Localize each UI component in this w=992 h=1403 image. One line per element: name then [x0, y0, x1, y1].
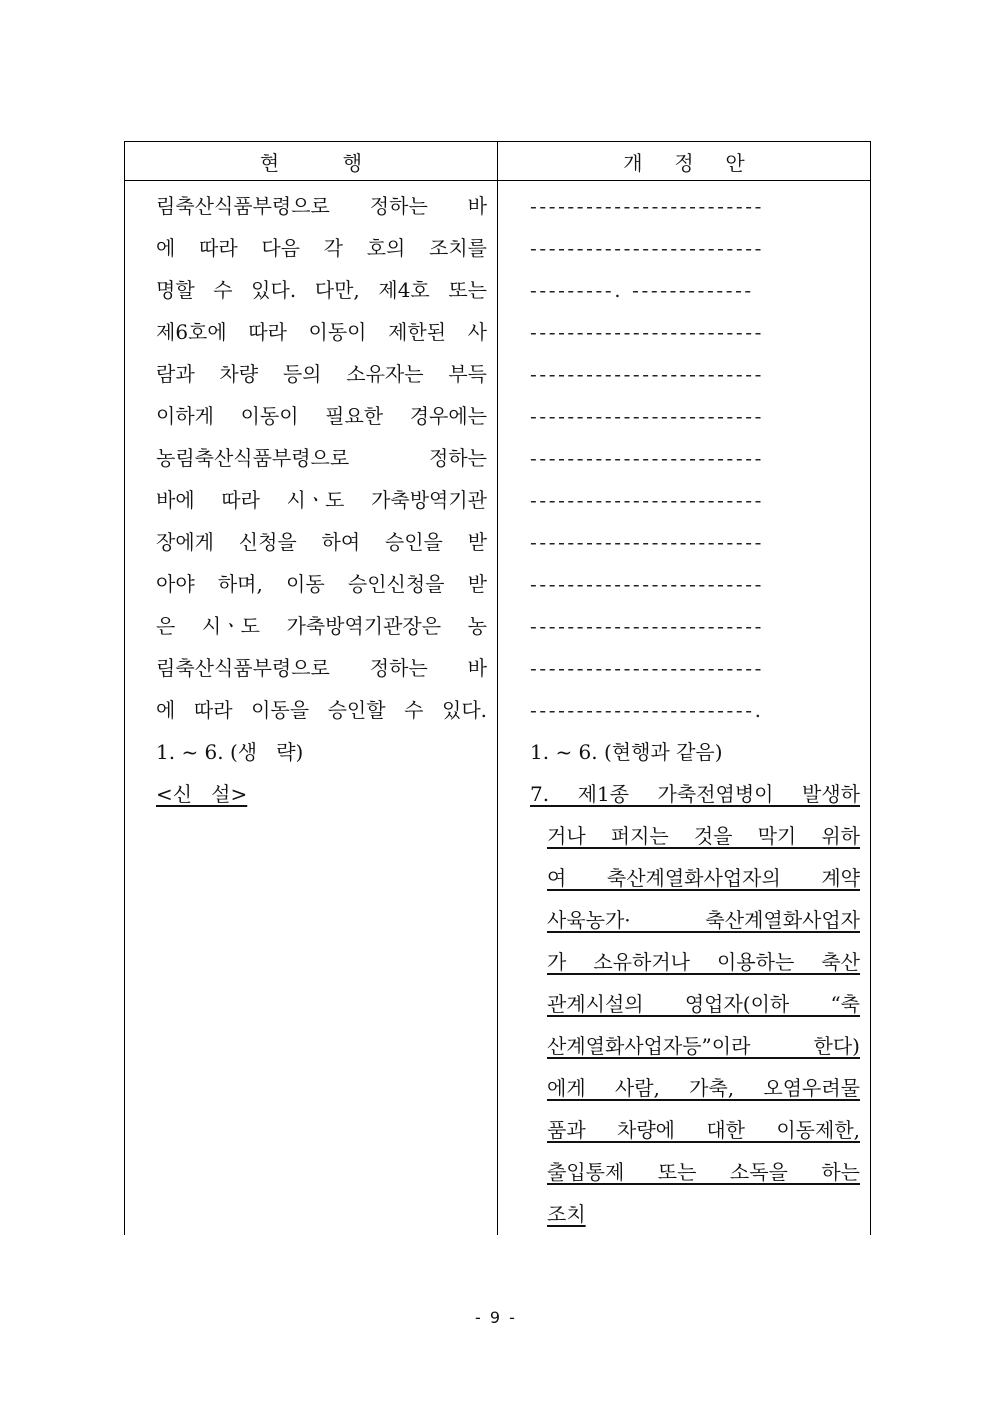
table-header-row: [125, 142, 871, 181]
proposed-dash-line: ---------. -------------: [530, 278, 754, 302]
current-column: [125, 181, 498, 1236]
proposed-item7-line: 가 소유하거나 이용하는 축산: [547, 950, 860, 974]
proposed-item7-line: 품과 차량에 대한 이동제한,: [547, 1118, 860, 1142]
comparison-table: [124, 141, 871, 1235]
current-line: 은 시ㆍ도 가축방역기관장은 농: [156, 614, 487, 638]
proposed-dash-line: -------------------------: [530, 362, 764, 386]
header-current: 현 행: [125, 142, 498, 181]
proposed-item7-line: 조치: [547, 1202, 586, 1226]
current-line: 이하게 이동이 필요한 경우에는: [156, 404, 487, 428]
current-line: 에 따라 다음 각 호의 조치를: [156, 236, 487, 260]
proposed-item7-line: 관계시설의 영업자(이하 “축: [547, 992, 860, 1016]
proposed-dash-line: -------------------------: [530, 194, 764, 218]
current-line: 바에 따라 시ㆍ도 가축방역기관: [156, 488, 487, 512]
proposed-item7-line: 거나 퍼지는 것을 막기 위하: [547, 824, 860, 848]
current-line: 농림축산식품부령으로 정하는: [156, 446, 487, 470]
current-line: 장에게 신청을 하여 승인을 받: [156, 530, 487, 554]
current-line: 림축산식품부령으로 정하는 바: [156, 194, 487, 218]
proposed-items-same: 1. ~ 6. (현행과 같음): [530, 740, 723, 764]
header-proposed: 개 정 안: [498, 142, 871, 181]
current-line: 명할 수 있다. 다만, 제4호 또는: [156, 278, 487, 302]
proposed-dash-line: -------------------------: [530, 656, 764, 680]
current-line: 람과 차량 등의 소유자는 부득: [156, 362, 487, 386]
current-line: 아야 하며, 이동 승인신청을 받: [156, 572, 487, 596]
new-item-placeholder: <신 설>: [156, 782, 248, 806]
proposed-dash-line: -------------------------: [530, 572, 764, 596]
proposed-dash-line: -------------------------: [530, 488, 764, 512]
proposed-dash-line: -------------------------: [530, 404, 764, 428]
proposed-column: [498, 181, 871, 1236]
proposed-dash-line: -------------------------: [530, 446, 764, 470]
proposed-item7-line: 사육농가· 축산계열화사업자: [547, 908, 860, 932]
table-body-row: [125, 181, 871, 1236]
current-new-item: [125, 773, 497, 815]
proposed-item7-line: 산계열화사업자등”이라 한다): [547, 1034, 860, 1058]
proposed-item7-line: 에게 사람, 가축, 오염우려물: [547, 1076, 860, 1100]
proposed-dash-line: -------------------------: [530, 530, 764, 554]
current-line: 제6호에 따라 이동이 제한된 사: [156, 320, 487, 344]
current-line: 에 따라 이동을 승인할 수 있다.: [156, 698, 487, 722]
proposed-item7-line: 출입통제 또는 소독을 하는: [547, 1160, 860, 1184]
proposed-dash-line: -------------------------: [530, 236, 764, 260]
page-number: - 9 -: [475, 1308, 517, 1327]
proposed-item7-line: 7. 제1종 가축전염병이 발생하: [530, 782, 860, 806]
proposed-dash-line: ------------------------.: [530, 698, 764, 722]
proposed-item7-line: 여 축산계열화사업자의 계약: [547, 866, 860, 890]
current-items-omitted: 1. ~ 6. (생 략): [156, 740, 304, 764]
proposed-dash-line: -------------------------: [530, 614, 764, 638]
proposed-dash-line: -------------------------: [530, 320, 764, 344]
current-line: 림축산식품부령으로 정하는 바: [156, 656, 487, 680]
